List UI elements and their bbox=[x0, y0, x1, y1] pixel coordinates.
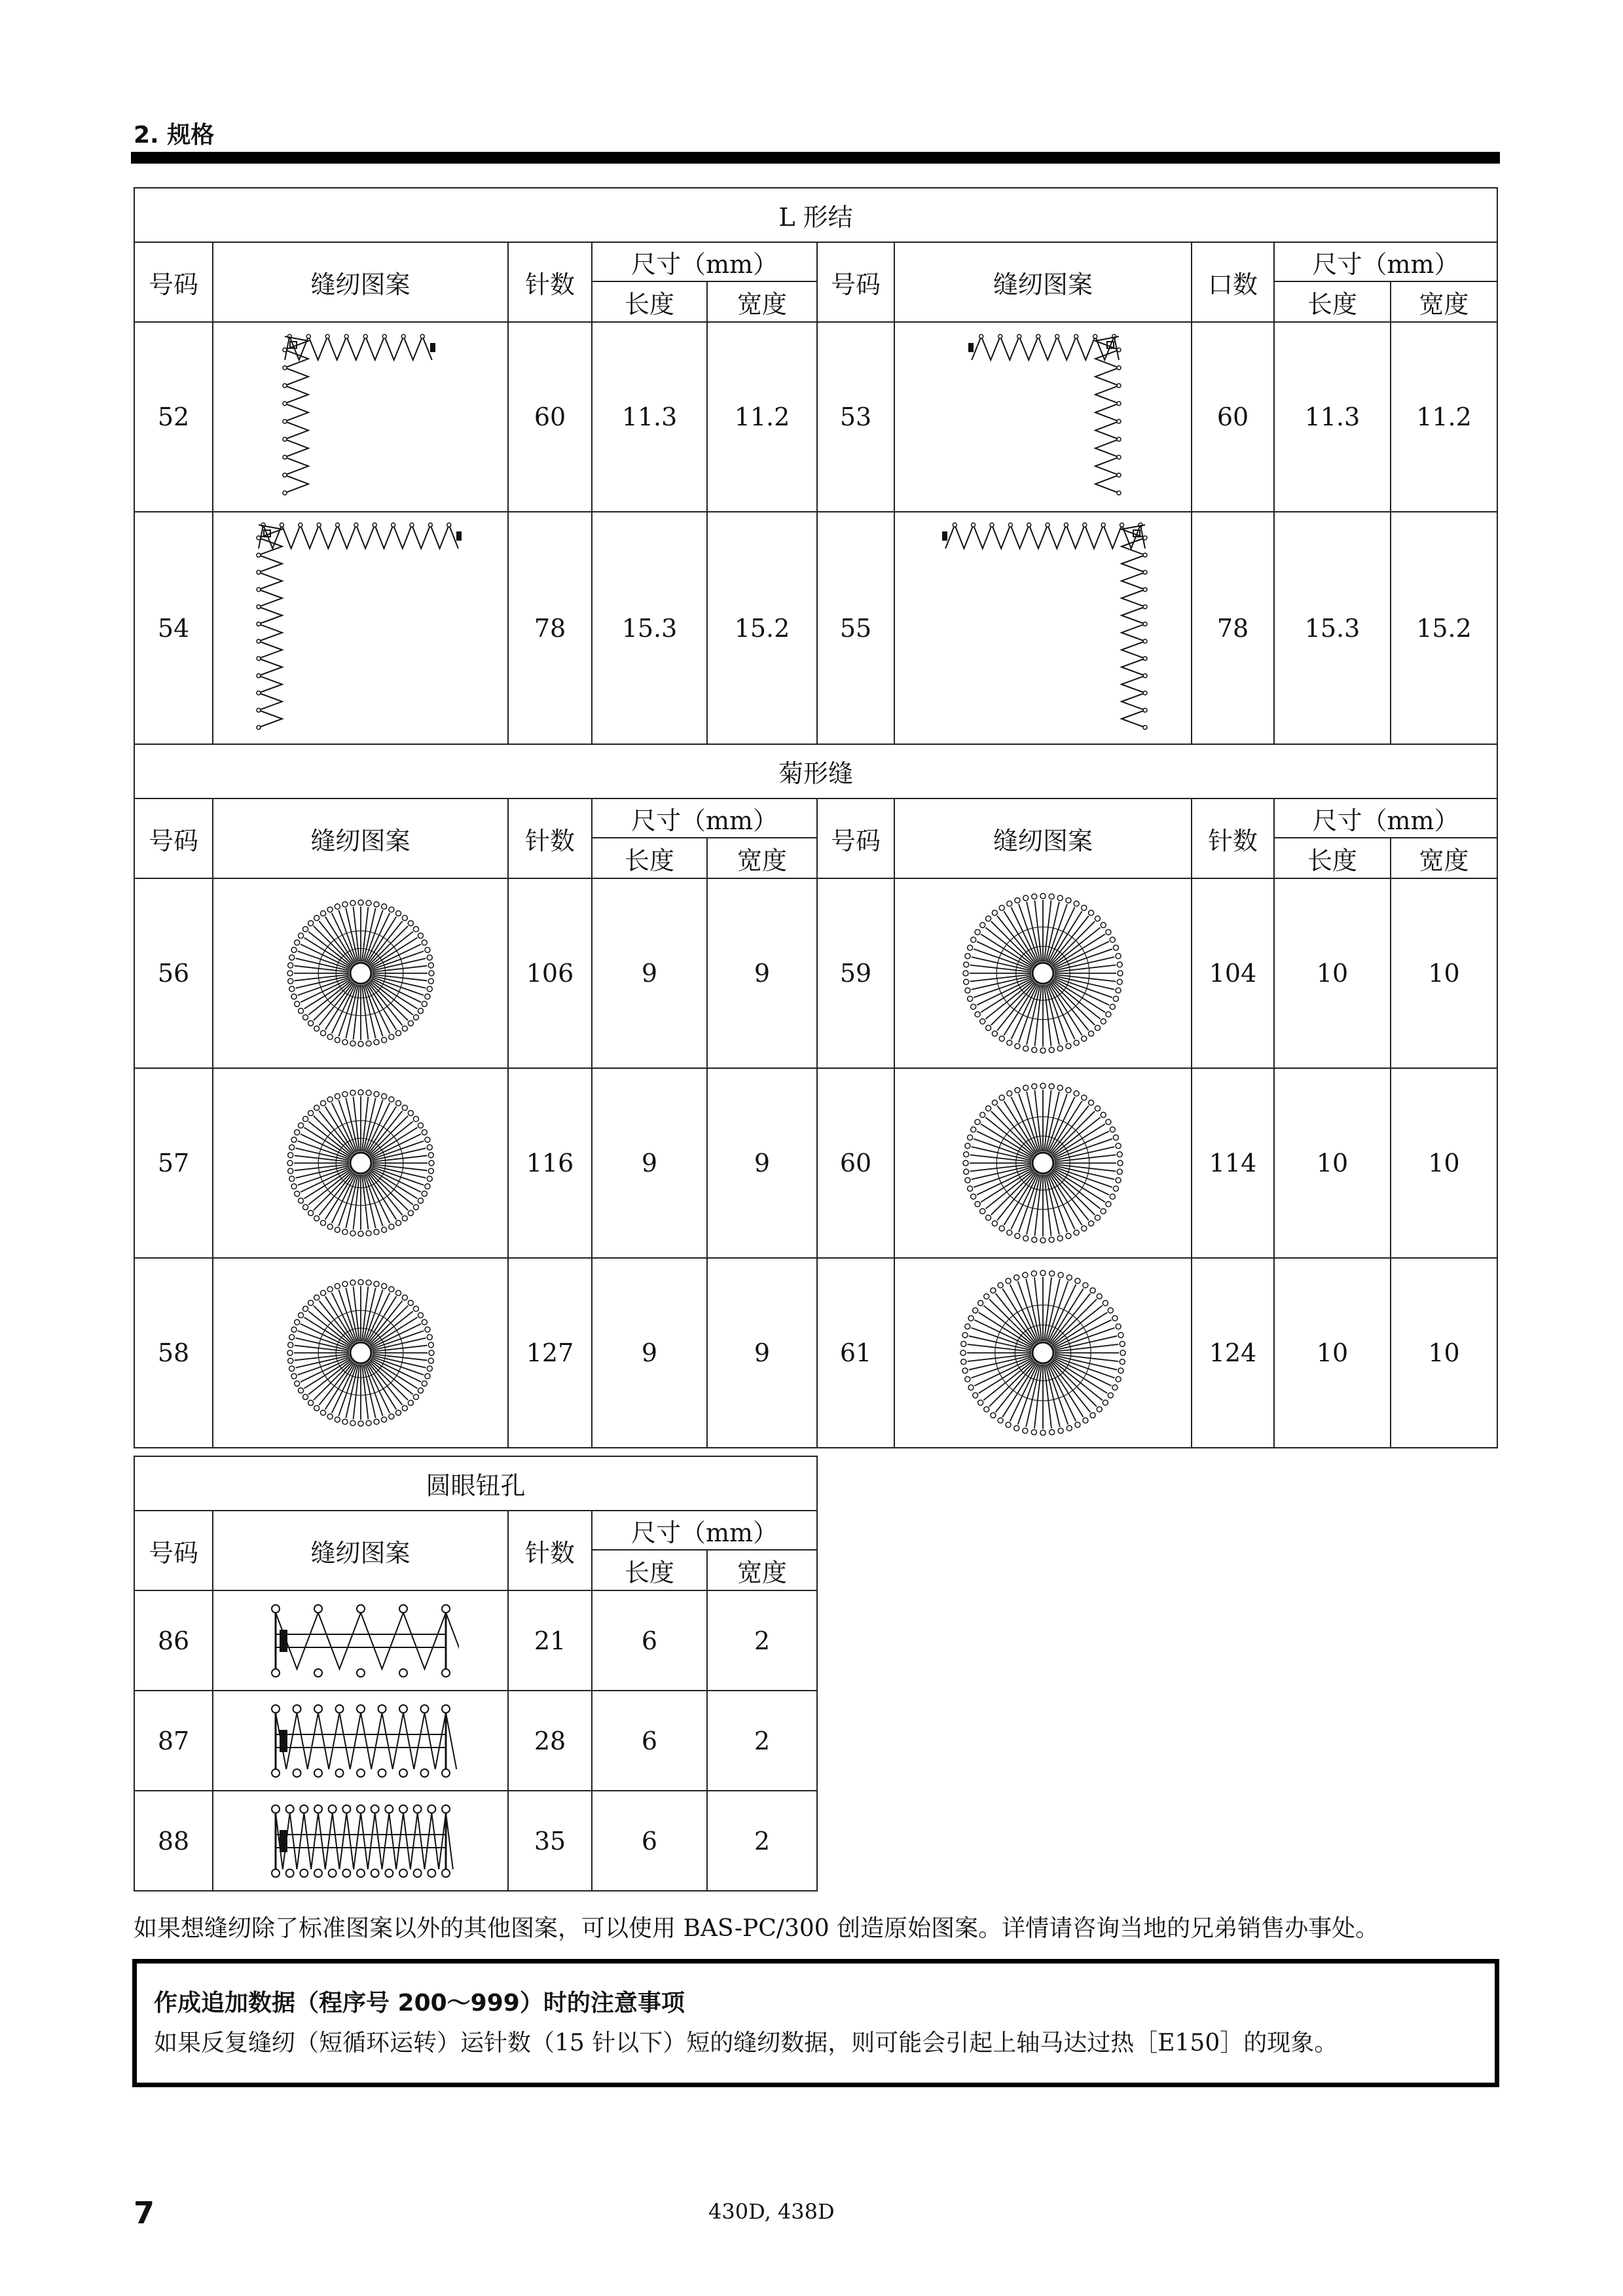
col-length: 长度 bbox=[592, 281, 707, 322]
daisy-pattern-image bbox=[213, 1068, 508, 1258]
warning-text: 如果反复缝纫（短循环运转）运针数（15 针以下）短的缝纫数据，则可能会引起上轴马达过热［E150］的现象。 bbox=[154, 2030, 1338, 2056]
length-value: 15.3 bbox=[592, 512, 707, 744]
stitch-count: 60 bbox=[508, 322, 592, 512]
width-value: 9 bbox=[707, 1068, 817, 1258]
col-stitches: 针数 bbox=[1192, 798, 1274, 878]
width-value: 2 bbox=[707, 1590, 817, 1691]
col-stitches: 针数 bbox=[508, 242, 592, 322]
col-pattern: 缝纫图案 bbox=[213, 798, 508, 878]
length-value: 10 bbox=[1274, 1258, 1391, 1448]
section-title: 2. 规格 bbox=[134, 122, 215, 149]
length-value: 11.3 bbox=[592, 322, 707, 512]
pattern-number: 53 bbox=[817, 322, 894, 512]
width-value: 15.2 bbox=[1391, 512, 1497, 744]
width-value: 15.2 bbox=[707, 512, 817, 744]
col-length: 长度 bbox=[592, 1550, 707, 1590]
table-row bbox=[134, 878, 1497, 1068]
table-row bbox=[134, 1068, 1497, 1258]
col-no: 号码 bbox=[817, 798, 894, 878]
stitch-count: 78 bbox=[1192, 512, 1274, 744]
col-no: 号码 bbox=[134, 1511, 213, 1590]
width-value: 9 bbox=[707, 878, 817, 1068]
custom-pattern-note: 如果想缝纫除了标准图案以外的其他图案，可以使用 BAS-PC/300 创造原始图案。详情请咨询当地的兄弟销售办事处。 bbox=[134, 1915, 1379, 1942]
l-shape-pattern-image bbox=[894, 322, 1192, 512]
eyelet-caption: 圆眼钮孔 bbox=[134, 1456, 817, 1511]
col-width: 宽度 bbox=[707, 1550, 817, 1590]
col-length: 长度 bbox=[592, 838, 707, 878]
l-shape-pattern-image bbox=[213, 512, 508, 744]
stitch-count: 104 bbox=[1192, 878, 1274, 1068]
stitch-count: 116 bbox=[508, 1068, 592, 1258]
table-row bbox=[134, 322, 1497, 512]
length-value: 9 bbox=[592, 1068, 707, 1258]
table-row bbox=[134, 1691, 817, 1791]
col-pattern: 缝纫图案 bbox=[894, 798, 1192, 878]
width-value: 9 bbox=[707, 1258, 817, 1448]
stitch-count: 21 bbox=[508, 1590, 592, 1691]
daisy-pattern-image bbox=[213, 878, 508, 1068]
col-width: 宽度 bbox=[707, 838, 817, 878]
stitch-count: 127 bbox=[508, 1258, 592, 1448]
pattern-number: 60 bbox=[817, 1068, 894, 1258]
pattern-table-main bbox=[134, 187, 1498, 1448]
col-pattern: 缝纫图案 bbox=[894, 242, 1192, 322]
pattern-number: 52 bbox=[134, 322, 213, 512]
model-number: 430D, 438D bbox=[708, 2199, 835, 2224]
width-value: 2 bbox=[707, 1791, 817, 1891]
length-value: 10 bbox=[1274, 878, 1391, 1068]
col-width: 宽度 bbox=[1391, 281, 1497, 322]
width-value: 10 bbox=[1391, 1068, 1497, 1258]
col-no: 号码 bbox=[817, 242, 894, 322]
stitch-count: 114 bbox=[1192, 1068, 1274, 1258]
col-stitches: 针数 bbox=[508, 1511, 592, 1590]
width-value: 2 bbox=[707, 1691, 817, 1791]
warning-title: 作成追加数据（程序号 200～999）时的注意事项 bbox=[154, 1990, 685, 2017]
length-value: 6 bbox=[592, 1691, 707, 1791]
eyelet-pattern-image bbox=[213, 1590, 508, 1691]
length-value: 10 bbox=[1274, 1068, 1391, 1258]
col-stitches: 针数 bbox=[508, 798, 592, 878]
eyelet-pattern-image bbox=[213, 1791, 508, 1891]
header-rule bbox=[131, 152, 1500, 164]
table-row bbox=[134, 1258, 1497, 1448]
l-shape-pattern-image bbox=[213, 322, 508, 512]
width-value: 10 bbox=[1391, 1258, 1497, 1448]
daisy-pattern-image bbox=[894, 878, 1192, 1068]
stitch-count: 124 bbox=[1192, 1258, 1274, 1448]
pattern-number: 86 bbox=[134, 1590, 213, 1691]
col-stitches: 口数 bbox=[1192, 242, 1274, 322]
table-row bbox=[134, 1791, 817, 1891]
col-size: 尺寸（mm） bbox=[592, 1511, 817, 1550]
stitch-count: 35 bbox=[508, 1791, 592, 1891]
l-shape-pattern-image bbox=[894, 512, 1192, 744]
pattern-number: 57 bbox=[134, 1068, 213, 1258]
pattern-number: 61 bbox=[817, 1258, 894, 1448]
col-size: 尺寸（mm） bbox=[1274, 242, 1497, 281]
stitch-count: 60 bbox=[1192, 322, 1274, 512]
pattern-number: 56 bbox=[134, 878, 213, 1068]
table-row bbox=[134, 1590, 817, 1691]
pattern-number: 87 bbox=[134, 1691, 213, 1791]
col-no: 号码 bbox=[134, 242, 213, 322]
width-value: 10 bbox=[1391, 878, 1497, 1068]
pattern-number: 58 bbox=[134, 1258, 213, 1448]
col-pattern: 缝纫图案 bbox=[213, 242, 508, 322]
col-pattern: 缝纫图案 bbox=[213, 1511, 508, 1590]
pattern-number: 59 bbox=[817, 878, 894, 1068]
daisy-caption: 菊形缝 bbox=[134, 744, 1497, 798]
daisy-pattern-image bbox=[894, 1068, 1192, 1258]
pattern-number: 54 bbox=[134, 512, 213, 744]
length-value: 6 bbox=[592, 1791, 707, 1891]
pattern-number: 88 bbox=[134, 1791, 213, 1891]
col-length: 长度 bbox=[1274, 281, 1391, 322]
length-value: 6 bbox=[592, 1590, 707, 1691]
col-width: 宽度 bbox=[1391, 838, 1497, 878]
stitch-count: 28 bbox=[508, 1691, 592, 1791]
daisy-pattern-image bbox=[213, 1258, 508, 1448]
col-size: 尺寸（mm） bbox=[1274, 798, 1497, 838]
col-size: 尺寸（mm） bbox=[592, 242, 817, 281]
pattern-number: 55 bbox=[817, 512, 894, 744]
length-value: 9 bbox=[592, 878, 707, 1068]
width-value: 11.2 bbox=[707, 322, 817, 512]
stitch-count: 106 bbox=[508, 878, 592, 1068]
col-no: 号码 bbox=[134, 798, 213, 878]
table-row bbox=[134, 512, 1497, 744]
warning-box bbox=[132, 1959, 1499, 2087]
page-number: 7 bbox=[134, 2195, 155, 2231]
daisy-pattern-image bbox=[894, 1258, 1192, 1448]
stitch-count: 78 bbox=[508, 512, 592, 744]
length-value: 11.3 bbox=[1274, 322, 1391, 512]
col-length: 长度 bbox=[1274, 838, 1391, 878]
col-size: 尺寸（mm） bbox=[592, 798, 817, 838]
width-value: 11.2 bbox=[1391, 322, 1497, 512]
eyelet-pattern-image bbox=[213, 1691, 508, 1791]
col-width: 宽度 bbox=[707, 281, 817, 322]
pattern-table-eyelet bbox=[134, 1456, 818, 1892]
l-shape-caption: L 形结 bbox=[134, 188, 1497, 242]
length-value: 9 bbox=[592, 1258, 707, 1448]
length-value: 15.3 bbox=[1274, 512, 1391, 744]
